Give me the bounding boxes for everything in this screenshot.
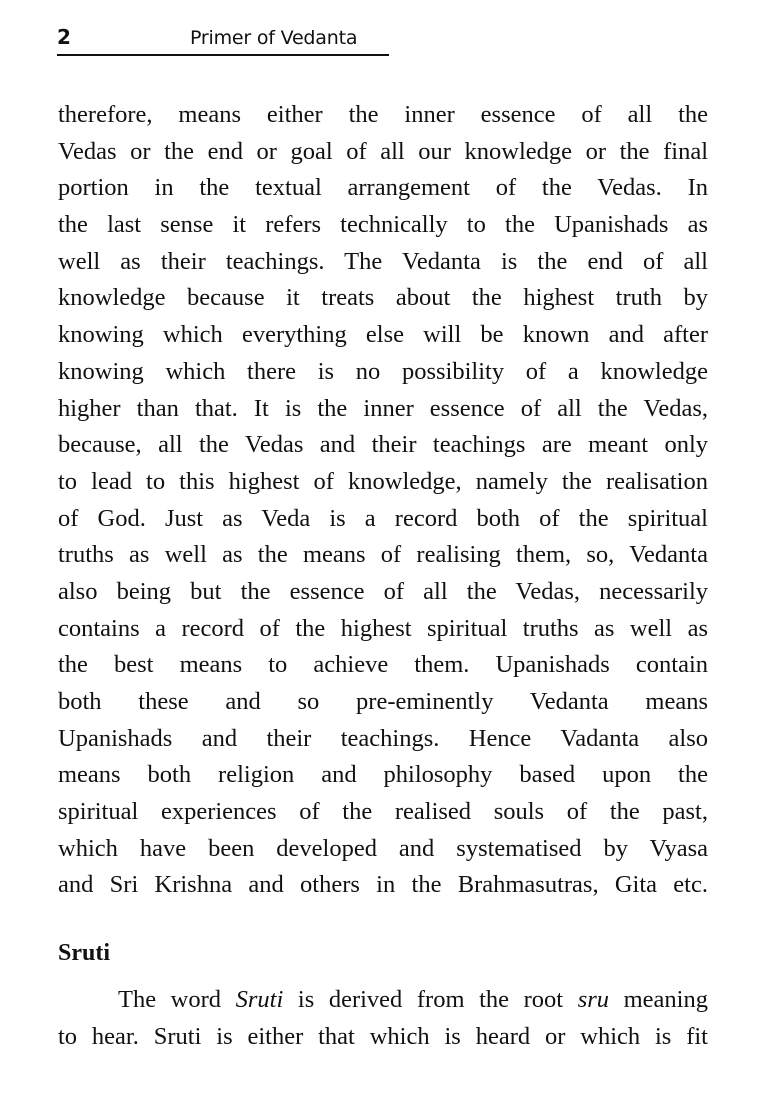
text-line: the last sense it refers technically to the Upanishads as <box>58 211 708 239</box>
text-line: and Sri Krishna and others in the Brahmasutras, Gita etc. <box>58 871 708 899</box>
text-line: to lead to this highest of knowledge, namely the realisation <box>58 467 708 495</box>
italic-term: Sruti <box>235 986 284 1013</box>
running-head <box>57 22 389 56</box>
text-line <box>58 982 708 1019</box>
text-line: the best means to achieve them. Upanishads contain <box>58 651 708 679</box>
italic-term: sru <box>577 986 610 1013</box>
text-line: higher than that. It is the inner essence of all the Vedas, <box>58 394 708 422</box>
text-line: spiritual experiences of the realised souls of the past, <box>58 798 708 826</box>
text-line: because, all the Vedas and their teachings are meant only <box>58 431 708 459</box>
paragraph-vedanta <box>58 97 708 904</box>
text-line: both these and so pre-eminently Vedanta means <box>58 688 708 715</box>
text-line: contains a record of the highest spiritual truths as well as <box>58 614 708 642</box>
paragraph-sruti <box>58 982 708 1055</box>
text-line: Vedas or the end or goal of all our knowledge or the final <box>58 137 708 165</box>
text-line: means both religion and philosophy based upon the <box>58 761 708 789</box>
text-line: to hear. Sruti is either that which is heard or which is fit <box>58 1022 708 1050</box>
book-title: Primer of Vedanta <box>190 27 358 49</box>
text-run: The word <box>118 986 236 1013</box>
text-line: also being but the essence of all the Vedas, necessarily <box>58 577 708 605</box>
text-line: truths as well as the means of realising them, so, Vedanta <box>58 541 708 569</box>
section-heading-sruti: Sruti <box>58 940 111 966</box>
text-run: meaning <box>609 986 708 1013</box>
page-number: 2 <box>57 25 71 49</box>
text-line: Upanishads and their teachings. Hence Vadanta also <box>58 724 708 752</box>
text-line: knowing which everything else will be known and after <box>58 321 708 349</box>
text-line: of God. Just as Veda is a record both of the spiritual <box>58 504 708 532</box>
text-run: is derived from the root <box>283 986 578 1013</box>
text-line: portion in the textual arrangement of the Vedas. In <box>58 174 708 202</box>
text-line: therefore, means either the inner essence of all the <box>58 101 708 128</box>
text-line: knowledge because it treats about the highest truth by <box>58 284 708 312</box>
text-line: which have been developed and systematised by Vyasa <box>58 834 708 862</box>
text-line: knowing which there is no possibility of a knowledge <box>58 357 708 385</box>
text-line: well as their teachings. The Vedanta is the end of all <box>58 247 708 275</box>
